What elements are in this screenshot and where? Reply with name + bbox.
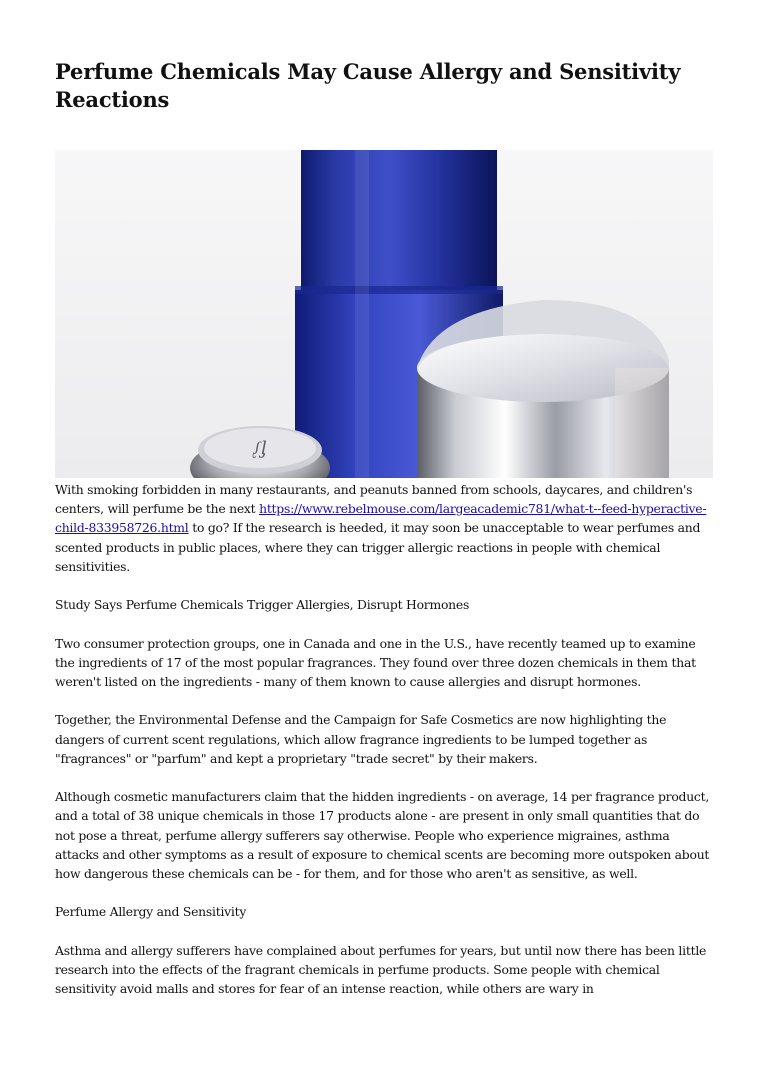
paragraph-3: Together, the Environmental Defense and the Campaign for Safe Cosmetics are now highlighting the dangers of current scent regulations, which allow fragrance ingredients to be lumped together as "fragrances" or "parfum" and kept a proprietary "trade secret" by their makers. — [55, 712, 667, 766]
article-title: Perfume Chemicals May Cause Allergy and Sensitivity Reactions — [55, 59, 681, 112]
perfume-bottle-photo — [55, 150, 713, 478]
paragraph-5: Asthma and allergy sufferers have complained about perfumes for years, but until now there has been little research into the effects of the fragrant chemicals in perfume products. Some people with chemical sensitivity avoid malls and stores for fear of an intense reaction, while others are wary in — [55, 942, 707, 997]
document-page — [55, 58, 715, 997]
article-body — [55, 480, 715, 1018]
paragraph-1: With smoking forbidden in many restaurants, and peanuts banned from schools, daycares, and children's centers, will perfume be the next https://www.rebelmouse.com/largeacademic781/what-t--feed-hyperactive-child-833958726.html to go? If the research is heeded, it may soon be unacceptable to wear perfumes and scented products in public places, where they can trigger allergic reactions in people with chemical sensitivities. — [55, 482, 707, 574]
paragraph-2: Two consumer protection groups, one in Canada and one in the U.S., have recently teamed up to examine the ingredients of 17 of the most popular fragrances. They found over three dozen chemicals in them that weren't listed on the ingredients - many of them known to cause allergies and disrupt hormones. — [55, 635, 696, 689]
inline-link[interactable]: https://www.rebelmouse.com/largeacademic781/what-t--feed-hyperactive-child-833958726.html — [55, 501, 707, 536]
article-hero-image — [55, 150, 713, 478]
section-heading-2: Perfume Allergy and Sensitivity — [55, 904, 247, 920]
svg-text:ᶘᶅ: ᶘᶅ — [254, 438, 266, 459]
section-heading-1: Study Says Perfume Chemicals Trigger Allergies, Disrupt Hormones — [55, 597, 470, 613]
paragraph-4: Although cosmetic manufacturers claim that the hidden ingredients - on average, 14 per fragrance product, and a total of 38 unique chemicals in those 17 products alone - are present in only small quantities that do not pose a threat, perfume allergy sufferers say otherwise. People who experience migraines, asthma attacks and other symptoms as a result of exposure to chemical scents are becoming more outspoken about how dangerous these chemicals can be - for them, and for those who aren't as sensitive, as well. — [55, 789, 710, 881]
